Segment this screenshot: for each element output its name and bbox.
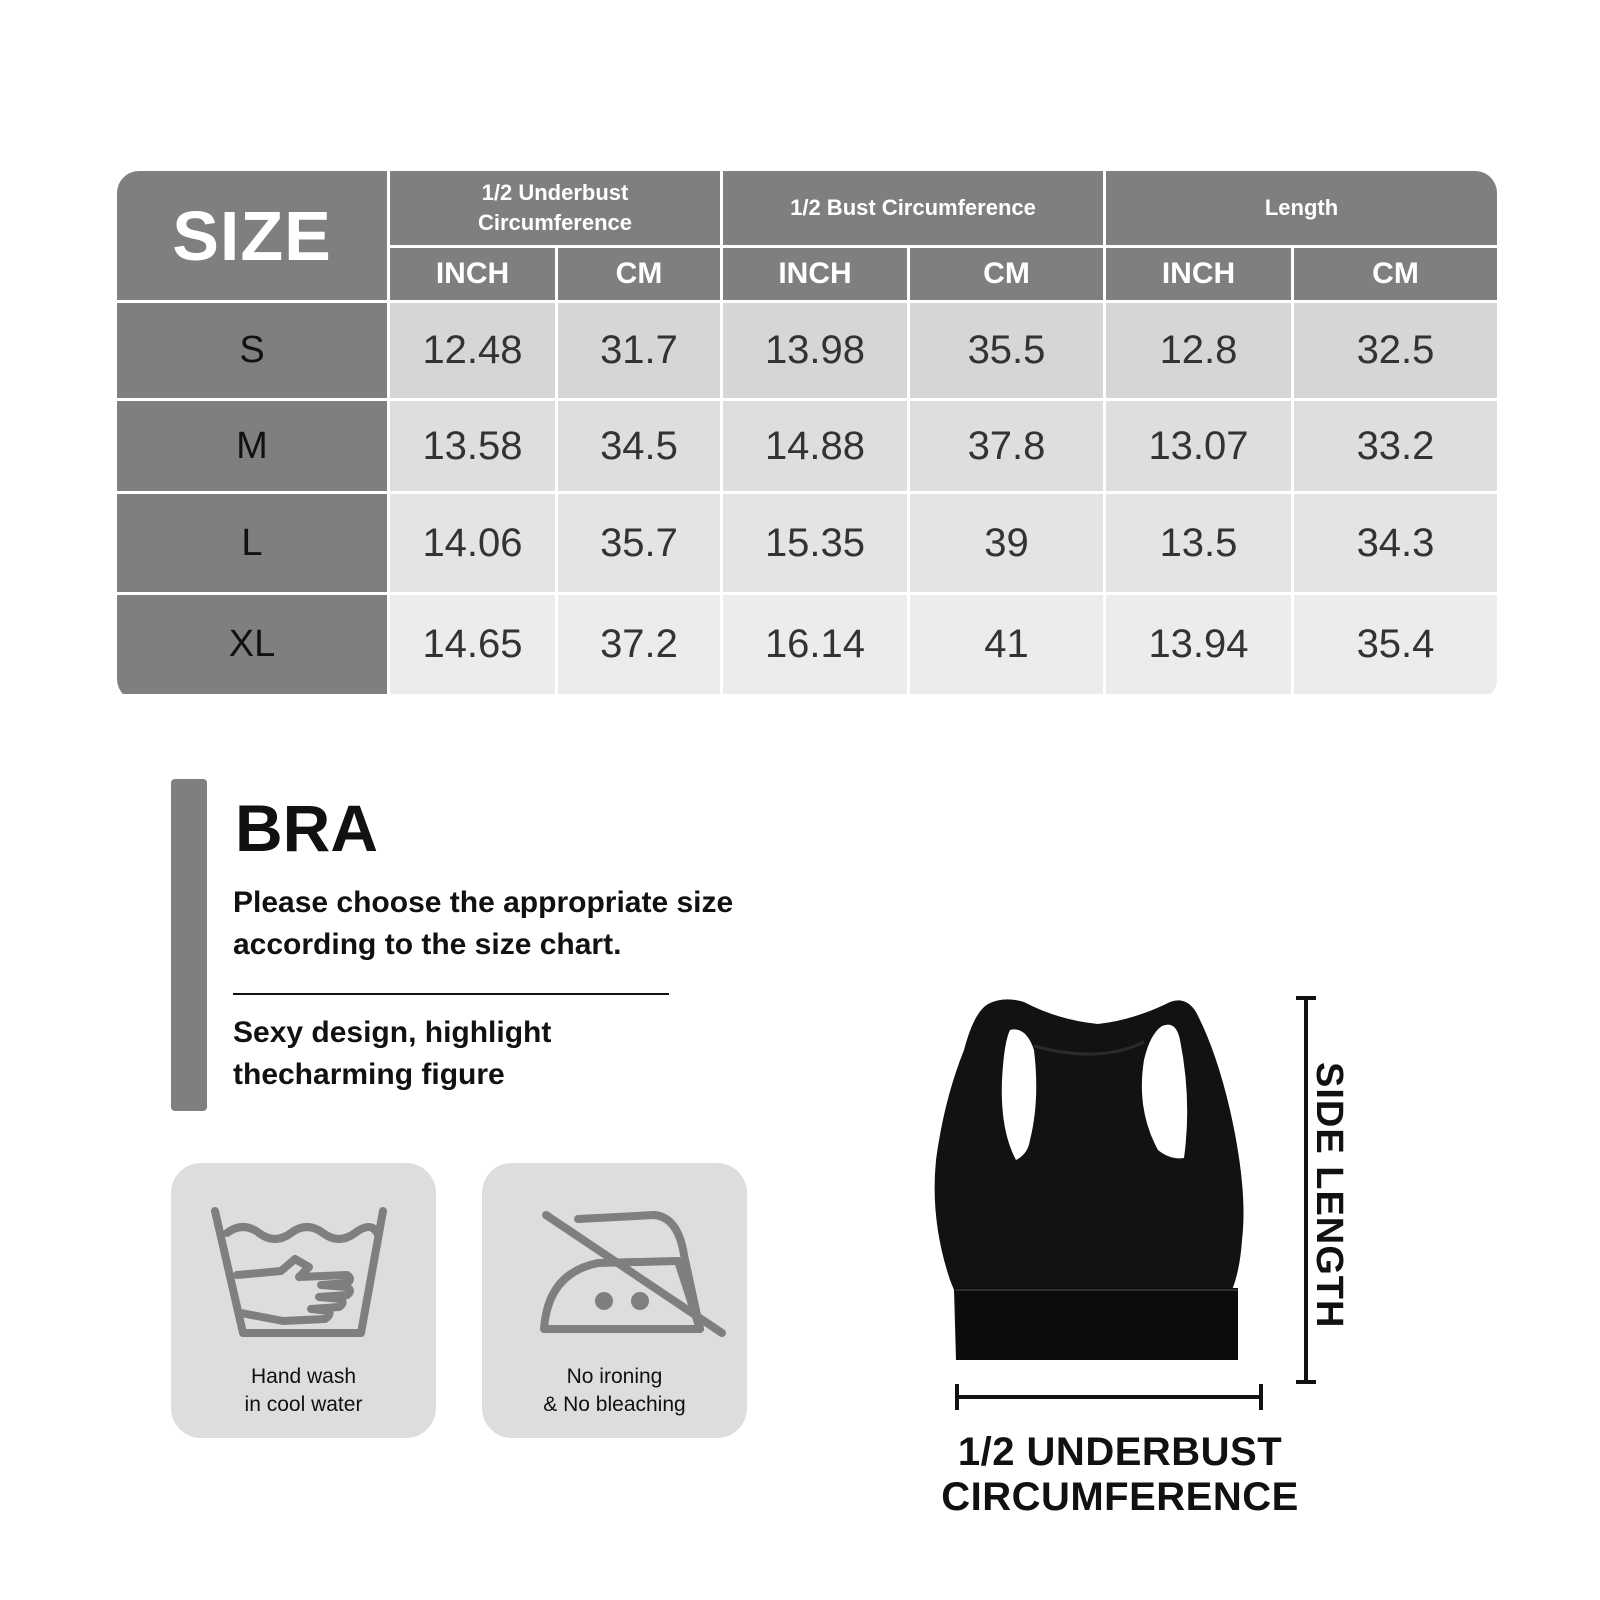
- table-cell: 14.88: [720, 401, 907, 494]
- underbust-label: 1/2 UNDERBUST CIRCUMFERENCE: [941, 1430, 1299, 1519]
- table-cell: 34.3: [1291, 494, 1497, 595]
- group-header-bust: 1/2 Bust Circumference: [720, 171, 1103, 248]
- care-label-line: Hand wash: [250, 1365, 357, 1388]
- care-card-no-ironing: [482, 1163, 747, 1438]
- divider: [233, 993, 669, 995]
- unit-header: CM: [907, 248, 1103, 303]
- unit-header: INCH: [387, 248, 555, 303]
- product-title: BRA: [235, 791, 378, 865]
- care-label-line: in cool water: [244, 1393, 363, 1416]
- size-advice-text: Please choose the appropriate size according to the size chart.: [233, 886, 734, 961]
- table-cell: 16.14: [720, 595, 907, 694]
- table-cell: 12.48: [387, 303, 555, 401]
- unit-header: INCH: [1103, 248, 1291, 303]
- table-cell: 13.58: [387, 401, 555, 494]
- group-header-length: Length: [1103, 171, 1497, 248]
- size-header: SIZE: [117, 171, 387, 303]
- size-cell: S: [117, 303, 387, 401]
- group-header-underbust: 1/2 Underbust Circumference: [387, 171, 720, 248]
- table-cell: 13.5: [1103, 494, 1291, 595]
- table-cell: 13.07: [1103, 401, 1291, 494]
- table-cell: 13.98: [720, 303, 907, 401]
- care-label-line: & No bleaching: [543, 1393, 686, 1416]
- size-cell: L: [117, 494, 387, 595]
- size-chart-table: [117, 171, 1497, 701]
- table-cell: 14.06: [387, 494, 555, 595]
- table-cell: 32.5: [1291, 303, 1497, 401]
- table-cell: 37.2: [555, 595, 720, 694]
- size-cell: XL: [117, 595, 387, 694]
- unit-header: CM: [555, 248, 720, 303]
- table-cell: 31.7: [555, 303, 720, 401]
- table-cell: 35.5: [907, 303, 1103, 401]
- table-cell: 35.4: [1291, 595, 1497, 694]
- size-cell: M: [117, 401, 387, 494]
- no-ironing-icon: [482, 1163, 747, 1363]
- underbust-measure-line: [955, 1382, 1265, 1412]
- table-cell: 13.94: [1103, 595, 1291, 694]
- table-cell: 41: [907, 595, 1103, 694]
- care-card-hand-wash: [171, 1163, 436, 1438]
- tagline-text: Sexy design, highlight thecharming figure: [233, 1016, 552, 1091]
- table-cell: 35.7: [555, 494, 720, 595]
- table-cell: 12.8: [1103, 303, 1291, 401]
- side-length-label: SIDE LENGTH: [1308, 1062, 1350, 1329]
- sports-bra-image: [930, 990, 1280, 1390]
- accent-bar: [171, 779, 207, 1111]
- table-cell: 15.35: [720, 494, 907, 595]
- unit-header: INCH: [720, 248, 907, 303]
- table-cell: 33.2: [1291, 401, 1497, 494]
- table-cell: 37.8: [907, 401, 1103, 494]
- care-label-line: No ironing: [566, 1365, 663, 1388]
- hand-wash-icon: [171, 1163, 436, 1363]
- table-cell: 14.65: [387, 595, 555, 694]
- unit-header: CM: [1291, 248, 1497, 303]
- table-cell: 39: [907, 494, 1103, 595]
- table-cell: 34.5: [555, 401, 720, 494]
